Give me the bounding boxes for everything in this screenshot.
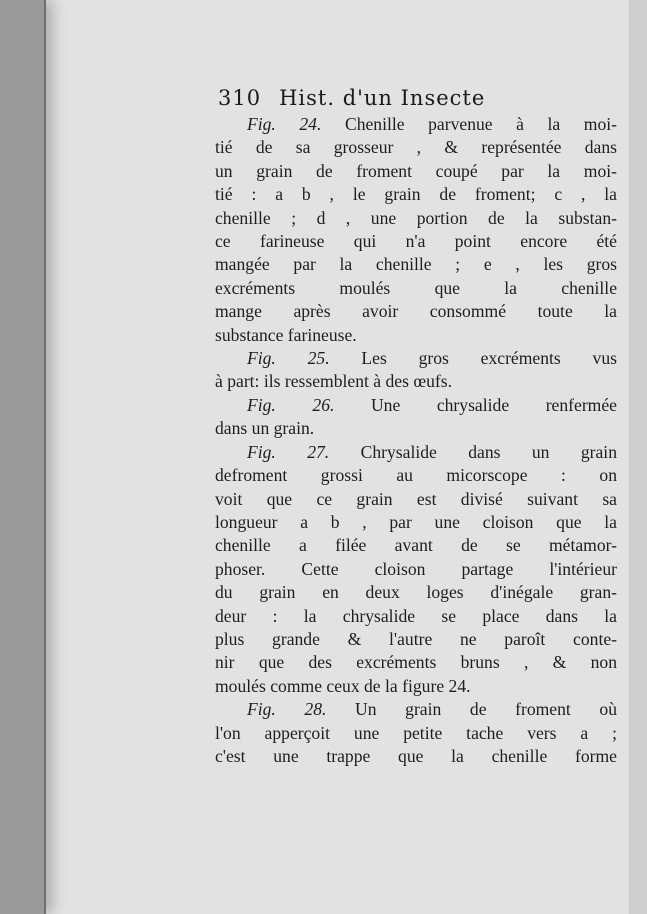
figure-label: Fig. 25. [247, 348, 330, 369]
text-line: phoser. Cette cloison partage l'intérieur [215, 558, 617, 579]
text-line: Fig. 28. Un grain de froment où [247, 699, 617, 720]
text-line: tié de sa grosseur , & représentée dans [215, 137, 617, 158]
figure-label: Fig. 28. [247, 699, 327, 720]
text-line: dans un grain. [215, 418, 315, 439]
text-line: deur : la chrysalide se place dans la [215, 605, 617, 626]
figure-label: Fig. 27. [247, 441, 330, 462]
binding-gutter [0, 0, 46, 914]
text-line: substance farineuse. [215, 324, 357, 345]
page-number: 310 [218, 86, 262, 110]
text-line: du grain en deux loges d'inégale gran- [215, 582, 617, 603]
text-line: excréments moulés que la chenille [215, 277, 617, 298]
text-line: Fig. 27. Chrysalide dans un grain [247, 441, 617, 462]
text-line: mange après avoir consommé toute la [215, 301, 617, 322]
text-line: nir que des excréments bruns , & non [215, 652, 617, 673]
text-line: moulés comme ceux de la figure 24. [215, 675, 471, 696]
text-block [215, 86, 617, 768]
text-line: l'on apperçoit une petite tache vers a ; [215, 722, 617, 743]
page-right-edge [629, 0, 647, 914]
text-line: voit que ce grain est divisé suivant sa [215, 488, 617, 509]
text-line: à part: ils ressemblent à des œufs. [215, 371, 452, 392]
text-line: Fig. 26. Une chrysalide renfermée [247, 394, 617, 415]
text-line: chenille ; d , une portion de la substan- [215, 207, 617, 228]
running-head [218, 86, 617, 110]
text-line: defroment grossi au micorscope : on [215, 465, 617, 486]
figure-label: Fig. 24. [247, 114, 322, 134]
text-line: plus grande & l'autre ne paroît conte- [215, 628, 617, 649]
page-fold-line [44, 0, 46, 914]
text-line: c'est une trappe que la chenille forme [215, 745, 617, 766]
text-line: chenille a filée avant de se métamor- [215, 535, 617, 556]
text-line: Fig. 25. Les gros excréments vus [247, 348, 617, 369]
text-line: tié : a b , le grain de froment; c , la [215, 184, 617, 205]
figure-label: Fig. 26. [247, 394, 335, 415]
text-line: mangée par la chenille ; e , les gros [215, 254, 617, 275]
running-title: Hist. d'un Insecte [279, 86, 486, 110]
text-line: un grain de froment coupé par la moi- [215, 160, 617, 181]
figure-captions [215, 113, 617, 768]
text-line: longueur a b , par une cloison que la [215, 511, 617, 532]
text-line: ce farineuse qui n'a point encore été [215, 231, 617, 252]
text-line: Fig. 24. Chenille parvenue à la moi- [247, 114, 617, 134]
